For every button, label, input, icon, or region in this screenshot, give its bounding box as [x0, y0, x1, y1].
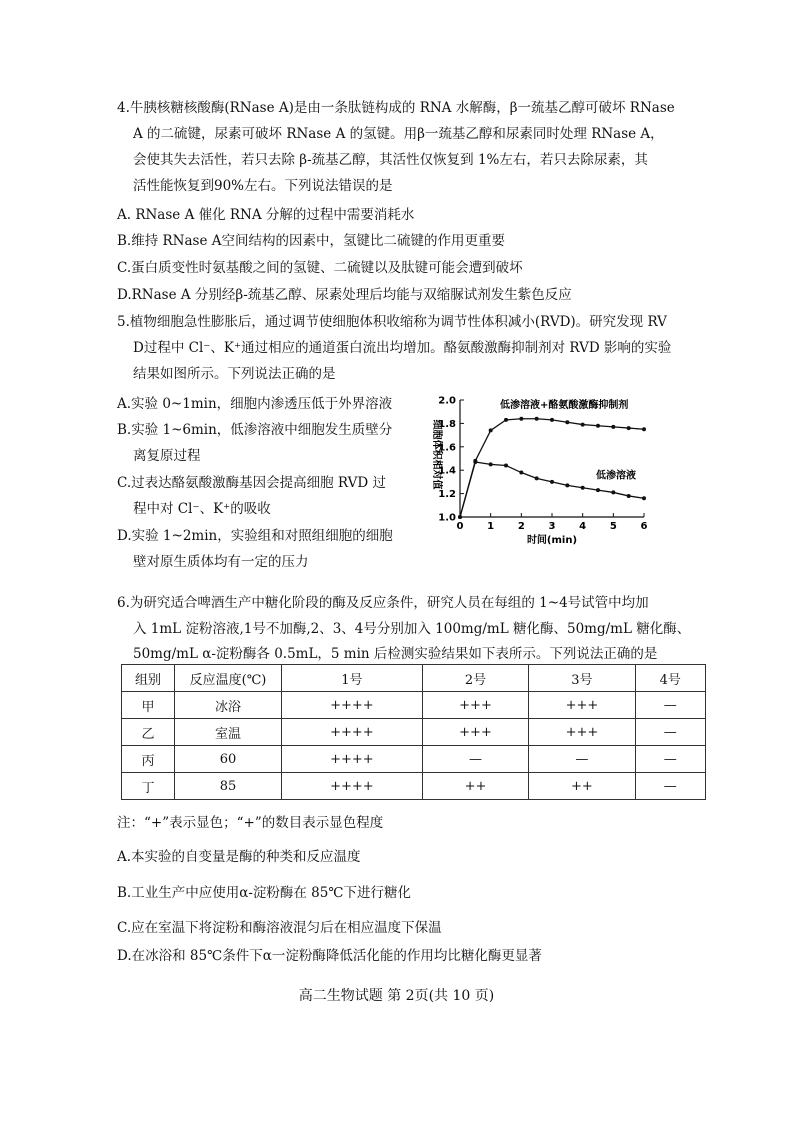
- q4-stem-line-2: A 的二硫键，尿素可破坏 RNase A 的氢键。用β一巯基乙醇和尿素同时处理 RNase A，: [133, 126, 664, 142]
- page-footer: 高二生物试题 第 2页(共 10 页): [298, 988, 495, 1004]
- data-point: [596, 488, 600, 492]
- table-cell: +++: [422, 719, 528, 746]
- y-tick-label: 1.4: [438, 465, 456, 477]
- y-axis-label: 细胞体积相对值: [431, 419, 442, 490]
- q5-option-c-line-1: C.过表达酪氨酸激酶基因会提高细胞 RVD 过: [117, 475, 386, 491]
- data-point: [565, 483, 569, 487]
- q5-stem-line-2: D过程中 Cl⁻、K⁺通过相应的通道蛋白流出均增加。酪氨酸激酶抑制剂对 RVD 影响的实验: [133, 340, 672, 356]
- x-tick-label: 6: [640, 521, 648, 532]
- data-point: [627, 426, 631, 430]
- header-tube-2: 2号: [422, 665, 528, 692]
- data-point: [611, 425, 615, 429]
- table-cell: ++: [529, 773, 635, 800]
- data-point: [642, 427, 646, 431]
- q5-stem-line-3: 结果如图所示。下列说法正确的是: [133, 366, 336, 382]
- data-point: [519, 417, 523, 421]
- data-point: [596, 424, 600, 428]
- series-line-0: [460, 419, 644, 517]
- table-cell: —: [635, 719, 705, 746]
- data-point: [535, 476, 539, 480]
- table-cell: ++++: [282, 773, 423, 800]
- data-point: [581, 423, 585, 427]
- q4-option-d: D.RNase A 分别经β-巯基乙醇、尿素处理后均能与双缩脲试剂发生紫色反应: [117, 287, 572, 303]
- q5-option-b-line-2: 离复原过程: [133, 448, 201, 464]
- data-point: [627, 494, 631, 498]
- table-header-row: [122, 665, 706, 692]
- x-tick-label: 4: [579, 521, 587, 532]
- q4-option-c: C.蛋白质变性时氨基酸之间的氢键、二硫键以及肽键可能会遭到破坏: [117, 260, 523, 276]
- x-tick-label: 0: [456, 521, 464, 532]
- q6-option-d: D.在冰浴和 85℃条件下α一淀粉酶降低活化能的作用均比糖化酶更显著: [117, 948, 542, 964]
- table-cell: 甲: [122, 692, 175, 719]
- q5-option-d-line-2: 壁对原生质体均有一定的压力: [133, 554, 309, 570]
- y-tick-label: 2.0: [438, 395, 456, 407]
- header-tube-1: 1号: [282, 665, 423, 692]
- header-temperature: 反应温度(℃): [175, 665, 282, 692]
- data-point: [550, 418, 554, 422]
- q6-option-a: A.本实验的自变量是酶的种类和反应温度: [117, 849, 361, 865]
- q5-option-a: A.实验 0~1min，细胞内渗透压低于外界溶液: [117, 396, 393, 412]
- y-tick-label: 1.8: [438, 418, 456, 430]
- data-point: [611, 490, 615, 494]
- data-point: [504, 418, 508, 422]
- table-cell: —: [635, 773, 705, 800]
- table-row: [122, 746, 706, 773]
- header-tube-3: 3号: [529, 665, 635, 692]
- data-point: [519, 471, 523, 475]
- data-point: [565, 420, 569, 424]
- table-cell: 丁: [122, 773, 175, 800]
- x-axis-label: 时间(min): [526, 535, 578, 546]
- y-tick-label: 1.2: [438, 489, 456, 501]
- table-cell: 冰浴: [175, 692, 282, 719]
- q6-table-note: 注：“+”表示显色；“+”的数目表示显色程度: [117, 815, 384, 831]
- q5-option-c-line-2: 程中对 Cl⁻、K⁺的吸收: [133, 501, 271, 517]
- table-cell: 丙: [122, 746, 175, 773]
- data-point: [504, 464, 508, 468]
- data-point: [458, 515, 462, 519]
- q4-stem-line-4: 活性能恢复到90%左右。下列说法错误的是: [133, 178, 393, 194]
- data-point: [489, 428, 493, 432]
- table-row: [122, 773, 706, 800]
- table-cell: 乙: [122, 719, 175, 746]
- q4-option-b: B.维持 RNase A空间结构的因素中，氢键比二硫键的作用更重要: [117, 233, 505, 249]
- series-label-1: 低渗溶液: [596, 470, 636, 482]
- data-point: [489, 462, 493, 466]
- q4-stem-line-3: 会使其失去活性，若只去除 β-巯基乙醇，其活性仅恢复到 1%左右，若只去除尿素，其: [133, 152, 648, 168]
- table-cell: +++: [529, 719, 635, 746]
- header-group: 组别: [122, 665, 175, 692]
- data-point: [473, 460, 477, 464]
- y-tick-label: 1.6: [438, 442, 456, 454]
- data-point: [581, 486, 585, 490]
- table-cell: —: [635, 692, 705, 719]
- y-tick-label: 1.0: [438, 512, 456, 524]
- q6-stem-line-1: 6.为研究适合啤酒生产中糖化阶段的酶及反应条件，研究人员在每组的 1~4号试管中均加: [117, 595, 649, 611]
- table-cell: 室温: [175, 719, 282, 746]
- q5-stem-line-1: 5.植物细胞急性膨胀后，通过调节使细胞体积收缩称为调节性体积减小(RVD)。研究发现 RV: [117, 314, 667, 330]
- table-cell: +++: [529, 692, 635, 719]
- q6-stem-line-2: 入 1mL 淀粉溶液,1号不加酶,2、3、4号分别加入 100mg/mL 糖化酶、50mg/mL 糖化酶、: [133, 621, 691, 637]
- q4-stem-line-1: 4.牛胰核糖核酸酶(RNase A)是由一条肽链构成的 RNA 水解酶，β一巯基乙醇可破坏 RNase: [117, 100, 675, 116]
- table-cell: +++: [422, 692, 528, 719]
- table-cell: ++++: [282, 746, 423, 773]
- table-cell: —: [529, 746, 635, 773]
- table-cell: 60: [175, 746, 282, 773]
- table-row: [122, 719, 706, 746]
- table-cell: ++++: [282, 692, 423, 719]
- x-tick-label: 1: [487, 521, 495, 532]
- table-row: [122, 692, 706, 719]
- series-label-0: 低渗溶液+酪氨酸激酶抑制剂: [500, 400, 629, 412]
- q4-option-a: A. RNase A 催化 RNA 分解的过程中需要消耗水: [117, 207, 415, 223]
- data-point: [642, 496, 646, 500]
- q6-stem-line-3: 50mg/mL α-淀粉酶各 0.5mL，5 min 后检测实验结果如下表所示。下列说法正确的是: [133, 646, 658, 662]
- results-table: [121, 664, 706, 800]
- table-cell: ++: [422, 773, 528, 800]
- table-cell: —: [635, 746, 705, 773]
- q5-option-b-line-1: B.实验 1~6min，低渗溶液中细胞发生质壁分: [117, 422, 393, 438]
- table-cell: —: [422, 746, 528, 773]
- q6-option-b: B.工业生产中应使用α-淀粉酶在 85℃下进行糖化: [117, 885, 411, 901]
- q5-option-d-line-1: D.实验 1~2min，实验组和对照组细胞的细胞: [117, 528, 393, 544]
- data-point: [535, 417, 539, 421]
- q6-option-c: C.应在室温下将淀粉和酶溶液混匀后在相应温度下保温: [117, 920, 442, 936]
- data-point: [550, 480, 554, 484]
- rvd-line-chart: [420, 386, 660, 546]
- x-tick-label: 3: [548, 521, 556, 532]
- x-tick-label: 2: [517, 521, 525, 532]
- x-tick-label: 5: [609, 521, 617, 532]
- table-cell: ++++: [282, 719, 423, 746]
- table-cell: 85: [175, 773, 282, 800]
- header-tube-4: 4号: [635, 665, 705, 692]
